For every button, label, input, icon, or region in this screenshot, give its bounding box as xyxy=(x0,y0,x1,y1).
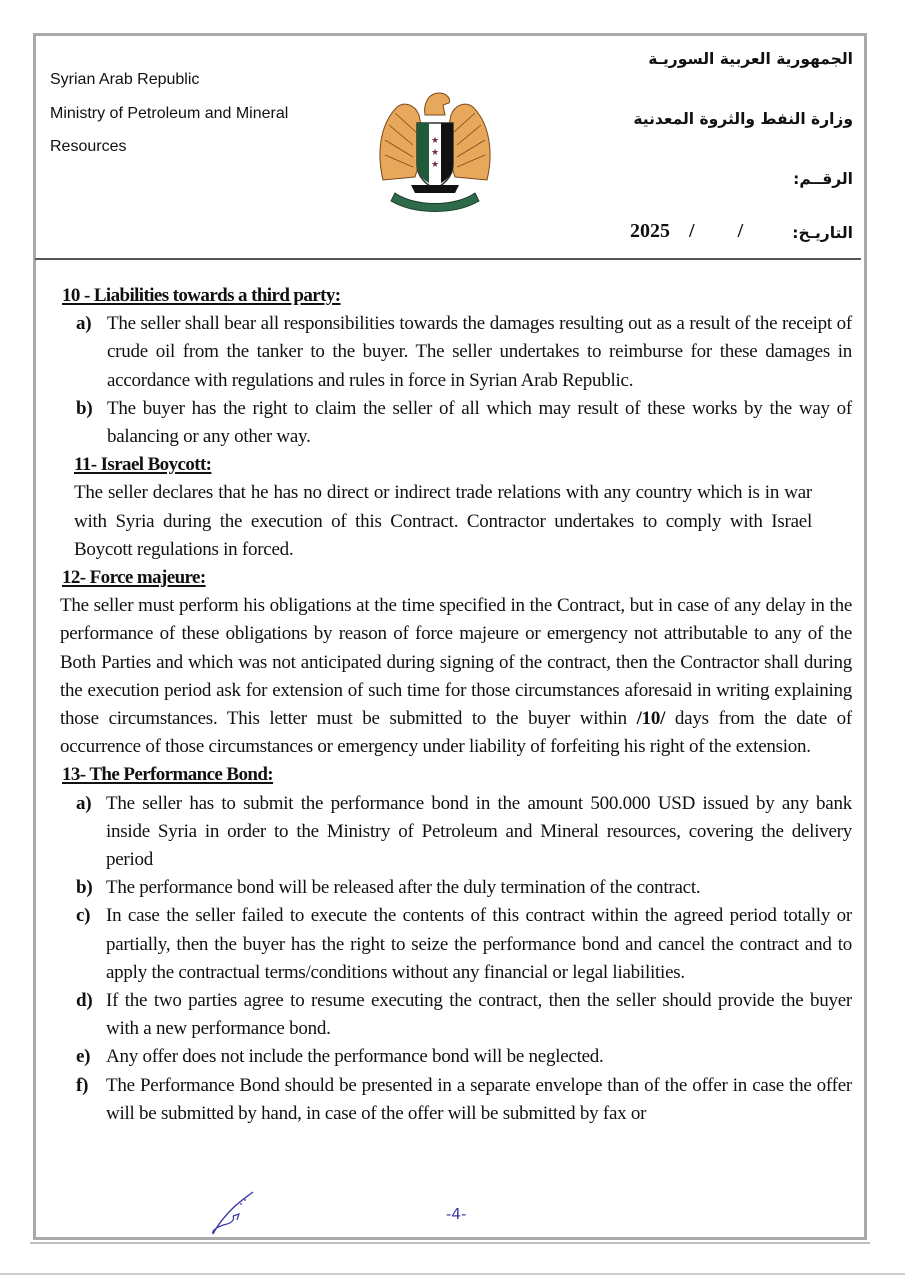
country-name-en: Syrian Arab Republic xyxy=(50,71,200,88)
contract-body xyxy=(62,282,852,1128)
clause-13a xyxy=(62,790,852,875)
section-12-title: 12- Force majeure: xyxy=(62,567,206,589)
header-english xyxy=(50,63,288,164)
svg-text:★: ★ xyxy=(430,147,440,157)
clause-text: The seller has to submit the performance bond in the amount 500.000 USD issued by any bank inside Syria in order to the Ministry of Petroleum and Mineral resources, covering the delivery period xyxy=(106,792,852,871)
clause-label: e) xyxy=(76,1046,91,1068)
svg-text:★: ★ xyxy=(430,159,440,169)
date-slash: / xyxy=(737,220,744,242)
clause-label: b) xyxy=(76,397,93,419)
section-10-title: 10 - Liabilities towards a third party: xyxy=(62,285,341,306)
country-name-ar: الجمهورية العربية السوريـة xyxy=(648,50,853,68)
header-divider xyxy=(35,258,861,260)
ministry-name-ar: وزارة النفط والثروة المعدنية xyxy=(633,110,853,128)
days-value: /10/ xyxy=(636,708,666,730)
date-field xyxy=(630,220,743,243)
section-12-text xyxy=(60,592,852,761)
section-13-title: 13- The Performance Bond: xyxy=(62,764,274,786)
clause-text: The buyer has the right to claim the seller of all which may result of these works by the way of balancing or any other way. xyxy=(107,397,852,448)
ministry-name-en: Ministry of Petroleum and Mineral xyxy=(50,104,289,122)
clause-label: d) xyxy=(76,990,93,1012)
ministry-name-en-cont: Resources xyxy=(50,138,127,155)
clause-text: Any offer does not include the performance bond will be neglected. xyxy=(106,1046,604,1068)
clause-label: f) xyxy=(76,1074,89,1096)
date-slash: / xyxy=(689,220,695,242)
clause-10b xyxy=(62,395,852,451)
clause-13c xyxy=(62,902,852,987)
clause-13b xyxy=(62,874,852,902)
clause-label: a) xyxy=(76,792,92,814)
date-year: 2025 xyxy=(630,220,670,242)
clause-13e xyxy=(62,1043,852,1071)
clause-text: The seller shall bear all responsibilities towards the damages resulting out as a result of the receipt of crude oil from the tanker to the buyer. The seller undertakes to reimburse for these damages in accordance with regulations and rules in force in Syrian Arab Republic. xyxy=(107,313,852,391)
clause-label: b) xyxy=(76,877,93,899)
clause-13d xyxy=(62,987,852,1043)
clause-text: If the two parties agree to resume executing the contract, then the seller should provide the buyer with a new performance bond. xyxy=(106,990,852,1040)
page-number: -4- xyxy=(446,1205,467,1223)
reference-number-label: الرقــم: xyxy=(793,170,853,188)
eagle-emblem-icon xyxy=(375,85,495,215)
signature-icon xyxy=(205,1190,275,1240)
section-12-text-part: days from the date of occurrence of those circumstances or emergency under liability of forfeiting his right of the extension. xyxy=(60,708,852,758)
section-12-text-part: The seller must perform his obligations at the time specified in the Contract, but in case of any delay in the performance of these obligations by reason of force majeure or emergency not attributable to any of the Both Parties and which was not anticipated during signing of the contract, then the Contractor shall during the execution period ask for extension of such time for those circumstances aforesaid in writing explaining those circumstances. This letter must be submitted to the buyer within xyxy=(60,595,852,730)
section-11-text: The seller declares that he has no direct or indirect trade relations with any country which is in war with Syria during the execution of this Contract. Contractor undertakes to comply with Israel Boycott regulations in forced. xyxy=(74,482,812,560)
clause-13f xyxy=(62,1072,852,1128)
clause-label: a) xyxy=(76,313,92,335)
section-11-title: 11- Israel Boycott: xyxy=(74,454,212,476)
clause-text: The performance bond will be released after the duly termination of the contract. xyxy=(106,877,701,899)
clause-label: c) xyxy=(76,905,91,927)
page-bottom-edge xyxy=(0,1273,905,1275)
date-label: التاريـخ: xyxy=(792,224,853,242)
clause-text: In case the seller failed to execute the contents of this contract within the agreed period totally or partially, then the buyer has the right to seize the performance bond and cancel the contract and to apply the contractual terms/conditions without any financial or legal liabilities. xyxy=(106,905,852,983)
clause-10a xyxy=(62,310,852,395)
clause-text: The Performance Bond should be presented in a separate envelope than of the offer in case the offer will be submitted by hand, in case of the offer will be submitted by fax or xyxy=(106,1074,852,1124)
svg-text:★: ★ xyxy=(430,135,440,145)
